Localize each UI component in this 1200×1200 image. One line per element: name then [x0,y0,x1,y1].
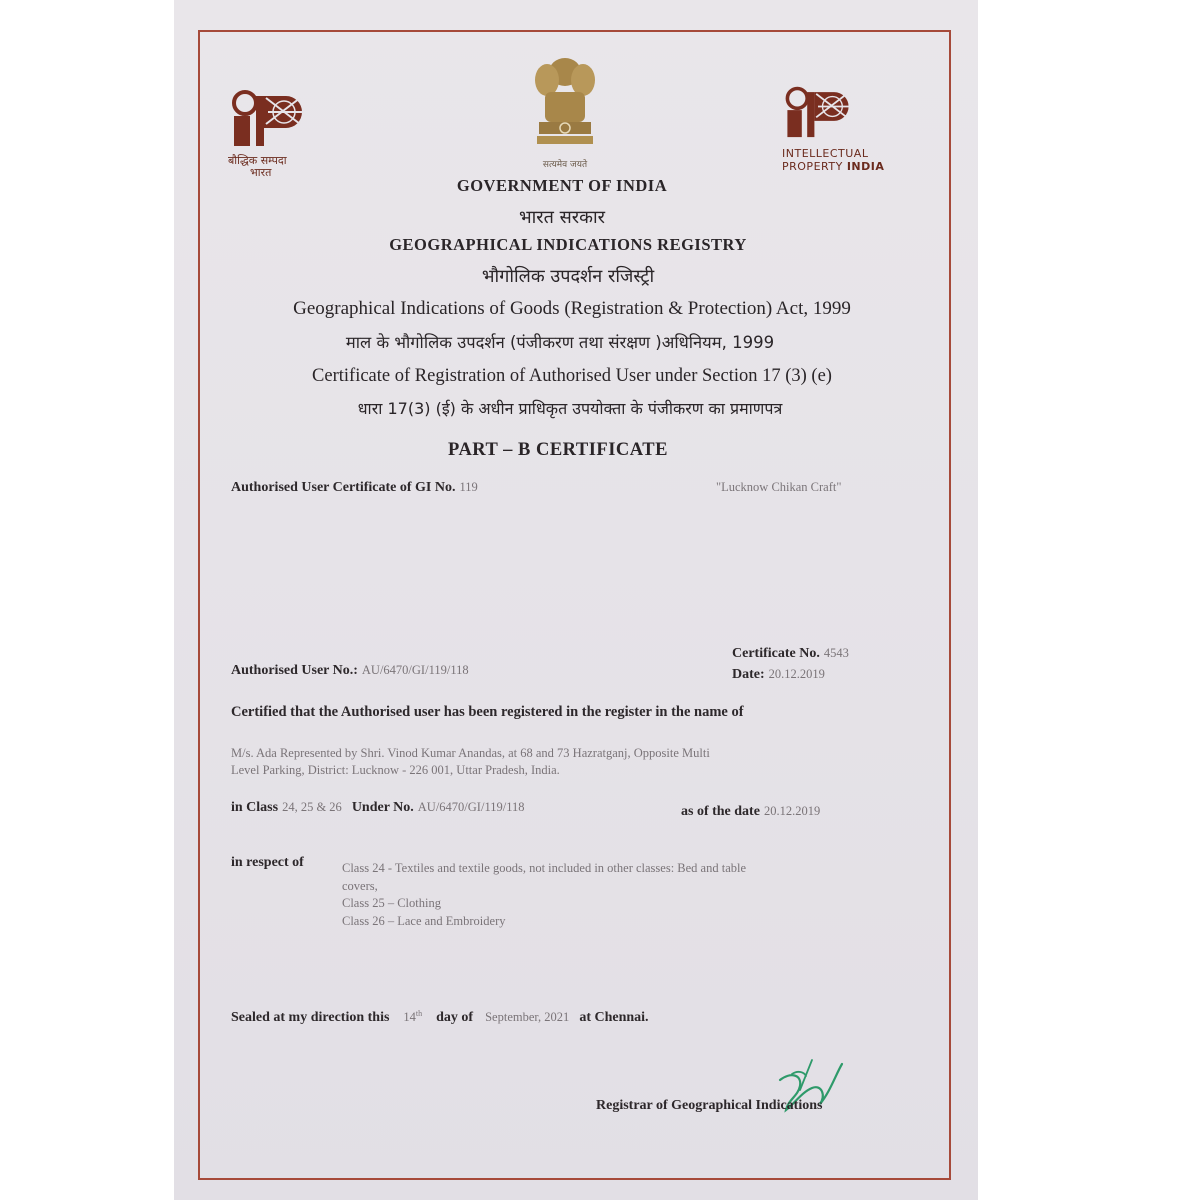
registrar-title: Registrar of Geographical Indications [596,1098,823,1113]
as-of-date-value: 20.12.2019 [763,804,821,818]
right-logo-caption-india: INDIA [846,160,885,173]
left-logo-caption-2: भारत [250,166,272,179]
authorised-user-line [231,661,469,679]
certified-statement: Certified that the Authorised user has been registered in the register in the name of [231,704,744,720]
sealed-line [231,1008,649,1026]
ip-india-logo-left [228,86,338,186]
gi-number-value: 119 [459,480,478,494]
class-value: 24, 25 & 26 [282,800,342,814]
certificate-number-line [732,644,849,662]
left-logo-caption-1: बौद्धिक सम्पदा [228,154,287,167]
sealed-label: Sealed at my direction this [231,1010,390,1025]
government-title-hindi: भारत सरकार [518,207,606,228]
under-number-label: Under No. [351,800,414,815]
goods-class-item: Class 26 – Lace and Embroidery [342,913,506,928]
as-of-date-label: as of the date [681,804,760,819]
lion-capital-emblem-icon [527,52,603,152]
certificate-subtitle: Certificate of Registration of Authorised User under Section 17 (3) (e) [312,366,832,386]
goods-class-item: covers, [342,878,378,893]
certificate-subtitle-hindi: धारा 17(3) (ई) के अधीन प्राधिकृत उपयोक्ता के पंजीकरण का प्रमाणपत्र [357,399,783,418]
authorised-user-label: Authorised User No.: [231,663,358,678]
certificate-date-label: Date: [732,667,765,682]
government-title: GOVERNMENT OF INDIA [456,176,668,195]
part-b-title: PART – B CERTIFICATE [448,440,668,460]
goods-class-item: Class 25 – Clothing [342,896,441,910]
gi-name: "Lucknow Chikan Craft" [716,480,842,494]
certificate-number-label: Certificate No. [732,646,820,661]
sealed-month-value: September, 2021 [485,1010,570,1024]
certificate-date-value: 20.12.2019 [768,667,825,681]
sealed-place-label: at Chennai. [579,1010,649,1025]
registry-title-hindi: भौगोलिक उपदर्शन रजिस्ट्री [481,266,655,287]
day-of-label: day of [436,1010,474,1025]
act-title-hindi: माल के भौगोलिक उपदर्शन (पंजीकरण तथा संरक्षण )अधिनियम, 1999 [345,333,775,352]
national-emblem [524,52,606,172]
class-label: in Class [231,800,279,815]
sealed-day-value: 14th [403,1008,423,1024]
sealed-day-suffix: th [415,1008,423,1018]
ip-logo-icon [228,86,328,148]
certificate-number-value: 4543 [823,646,849,660]
goods-class-list [342,860,882,930]
right-logo-caption-2: PROPERTY [782,160,843,173]
as-of-date-line [681,802,820,820]
registry-title: GEOGRAPHICAL INDICATIONS REGISTRY [389,235,747,254]
gi-number-label: Authorised User Certificate of GI No. [231,480,456,495]
ip-logo-icon [782,80,872,142]
right-logo-caption-1: INTELLECTUAL [782,147,869,160]
gi-number-line [231,478,478,496]
authorised-user-value: AU/6470/GI/119/118 [361,663,469,677]
ip-india-logo-right [782,80,932,180]
class-line [231,798,525,816]
emblem-motto: सत्यमेव जयते [542,160,588,170]
registered-address-line-2: Level Parking, District: Lucknow - 226 001, Uttar Pradesh, India. [231,763,560,777]
registered-address-line-1: M/s. Ada Represented by Shri. Vinod Kumar Anandas, at 68 and 73 Hazratganj, Opposite Multi [231,746,710,760]
in-respect-of-label: in respect of [231,855,304,870]
certificate-date-line [732,665,825,683]
goods-class-item: Class 24 - Textiles and textile goods, not included in other classes: Bed and table [342,861,747,875]
registered-name-address [231,745,891,779]
under-number-value: AU/6470/GI/119/118 [417,800,525,814]
act-title: Geographical Indications of Goods (Registration & Protection) Act, 1999 [293,298,851,319]
